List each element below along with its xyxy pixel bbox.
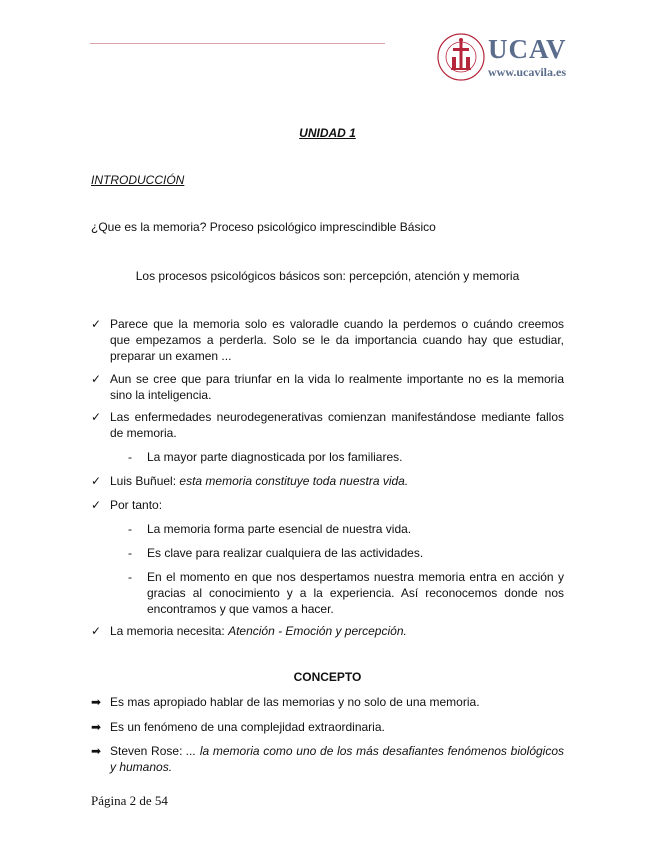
ucav-logo xyxy=(436,32,576,88)
arrow-icon: ➡ xyxy=(91,720,102,734)
dash-marker: - xyxy=(128,570,132,584)
concept-heading: CONCEPTO xyxy=(293,670,362,684)
quote-text: esta memoria constituye toda nuestra vida. xyxy=(179,474,409,488)
concept-item: Es un fenómeno de una complejidad extraordinaria. xyxy=(110,720,385,734)
needs-prefix: La memoria necesita: xyxy=(110,624,229,638)
check-icon: ✓ xyxy=(91,474,102,488)
check-icon: ✓ xyxy=(91,498,102,512)
bullet-item: Parece que la memoria solo es valoradle cuando la perdemos o cuándo creemos que empezamos a perderla. Solo se le da importancia cuando hay que estudiar, preparar un examen ... xyxy=(110,317,564,363)
concept-item: Es mas apropiado hablar de las memorias y no solo de una memoria. xyxy=(110,695,480,709)
bullet-item-needs xyxy=(110,623,564,639)
page-number: Página 2 de 54 xyxy=(91,793,168,808)
dash-marker: - xyxy=(128,450,132,464)
sub-bullet-item: La mayor parte diagnosticada por los familiares. xyxy=(147,450,403,464)
arrow-icon: ➡ xyxy=(91,744,102,758)
dash-marker: - xyxy=(128,522,132,536)
bullet-item: Por tanto: xyxy=(110,498,163,512)
arrow-icon: ➡ xyxy=(91,695,102,709)
check-icon: ✓ xyxy=(91,624,102,638)
question-text: ¿Que es la memoria? Proceso psicológico imprescindible Básico xyxy=(91,220,436,234)
concept-item-quote xyxy=(110,743,564,775)
quote-text: ... la memoria como uno de los más desafiantes fenómenos biológicos y humanos. xyxy=(110,744,565,774)
quote-author: Steven Rose: xyxy=(110,744,187,758)
check-icon: ✓ xyxy=(91,372,102,386)
logo-name: UCAV xyxy=(488,34,567,64)
bullet-item: Las enfermedades neurodegenerativas comienzan manifestándose mediante fallos de memoria. xyxy=(110,410,564,440)
sub-bullet-item: Es clave para realizar cualquiera de las actividades. xyxy=(147,546,424,560)
university-seal-icon xyxy=(436,32,486,82)
logo-url: www.ucavila.es xyxy=(488,65,566,79)
unit-title: UNIDAD 1 xyxy=(299,126,356,140)
sub-bullet-item: La memoria forma parte esencial de nuestra vida. xyxy=(147,522,412,536)
dash-marker: - xyxy=(128,546,132,560)
basic-processes-text: Los procesos psicológicos básicos son: percepción, atención y memoria xyxy=(135,269,520,283)
bullet-item: Aun se cree que para triunfar en la vida lo realmente importante no es la memoria sino la inteligencia. xyxy=(110,372,564,402)
needs-italic: Atención - Emoción y percepción. xyxy=(228,624,407,638)
quote-author: Luis Buñuel: xyxy=(110,474,180,488)
check-icon: ✓ xyxy=(91,317,102,331)
section-heading-introduccion: INTRODUCCIÓN xyxy=(91,173,185,187)
bullet-item-quote xyxy=(110,473,564,489)
check-icon: ✓ xyxy=(91,410,102,424)
sub-bullet-item: En el momento en que nos despertamos nuestra memoria entra en acción y gracias al conocimiento y a la experiencia. Así reconocemos donde nos encontramos y que vamos a hacer. xyxy=(147,570,564,616)
header-rule xyxy=(90,43,385,44)
